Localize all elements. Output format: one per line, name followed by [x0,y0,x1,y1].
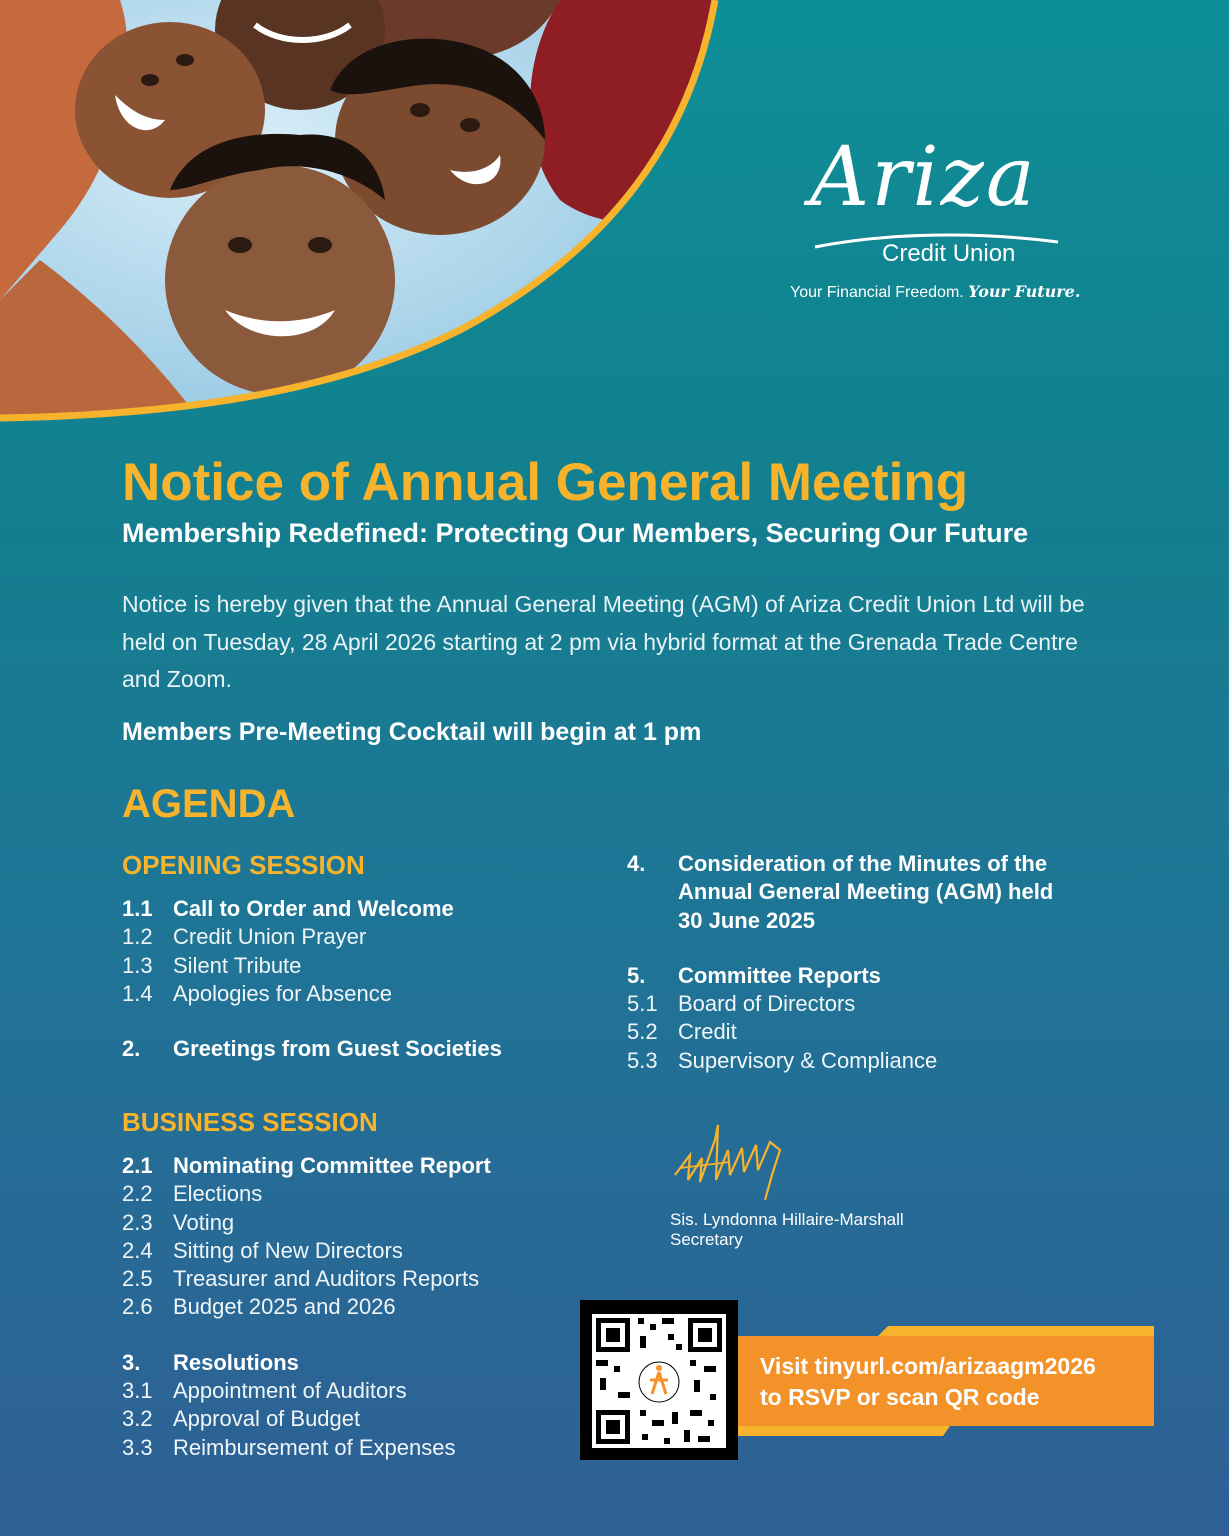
logo-tagline [790,282,1080,302]
opening-session-heading: OPENING SESSION [122,850,365,880]
agenda-item-minutes: 4. Consideration of the Minutes of the [627,851,1048,876]
agenda-item: 1.2 Credit Union Prayer [122,924,367,950]
business-session-heading: BUSINESS SESSION [122,1107,378,1137]
opening-session-list [122,895,502,1063]
rsvp-link-line[interactable]: Visit tinyurl.com/arizaagm2026 [760,1353,1096,1379]
cocktail-notice: Members Pre-Meeting Cocktail will begin at 1 pm [122,718,702,746]
page-subtitle: Membership Redefined: Protecting Our Members, Securing Our Future [122,518,1029,548]
secretary-name: Sis. Lyndonna Hillaire-Marshall [670,1210,904,1229]
agenda-item: 5.3 Supervisory & Compliance [627,1047,938,1073]
page-title: Notice of Annual General Meeting [122,453,969,512]
rsvp-instruction-line: to RSVP or scan QR code [760,1384,1040,1410]
agenda-item-greetings: 2. Greetings from Guest Societies [122,1036,502,1062]
agenda-item-resolutions: 3. Resolutions [122,1349,299,1375]
agenda-item-reports: 5. Committee Reports [627,962,881,988]
agenda-item: 1.3 Silent Tribute [122,952,302,978]
agenda-item: 3.3 Reimbursement of Expenses [122,1434,456,1460]
signature-block [670,1120,904,1250]
agenda-item-minutes-cont: Annual General Meeting (AGM) held [678,879,1054,905]
agenda-item-minutes-cont: 30 June 2025 [678,907,815,933]
signature-scribble [670,1120,800,1205]
rsvp-text [760,1351,1096,1413]
rsvp-banner[interactable] [738,1326,1154,1436]
agenda-item: 5.2 Credit [627,1019,737,1045]
logo-wordmark: Ariza [810,130,1037,225]
agenda-item: 3.2 Approval of Budget [122,1406,361,1432]
agenda-item: 1.1 Call to Order and Welcome [122,896,454,921]
agenda-heading: AGENDA [122,782,296,826]
ariza-logo [790,120,1110,310]
agenda-item: 2.5 Treasurer and Auditors Reports [122,1266,480,1292]
secretary-title: Secretary [670,1230,743,1249]
logo-subtitle: Credit Union [882,240,1016,267]
agenda-item: 2.2 Elections [122,1181,263,1207]
agenda-item: 2.6 Budget 2025 and 2026 [122,1294,396,1320]
right-agenda-list [627,850,1053,1075]
notice-paragraph: Notice is hereby given that the Annual General Meeting (AGM) of Ariza Credit Union Ltd will be held on Tuesday, 28 April 2026 starting at 2 pm via hybrid format at the Grenada Trade Centre and Zoom. [122,591,1085,692]
tagline-script: Your Future. [968,282,1081,301]
agenda-item: 2.1 Nominating Committee Report [122,1153,491,1178]
tagline-plain: Your Financial Freedom. [790,284,964,301]
qr-code-graphic [580,1300,738,1460]
agenda-item: 3.1 Appointment of Auditors [122,1378,407,1404]
agenda-item: 2.4 Sitting of New Directors [122,1237,403,1263]
agenda-item: 2.3 Voting [122,1209,235,1235]
rsvp-qr-code[interactable] [580,1300,738,1460]
agenda-item: 1.4 Apologies for Absence [122,980,392,1006]
business-session-list [122,1152,491,1462]
agenda-item: 5.1 Board of Directors [627,991,856,1017]
